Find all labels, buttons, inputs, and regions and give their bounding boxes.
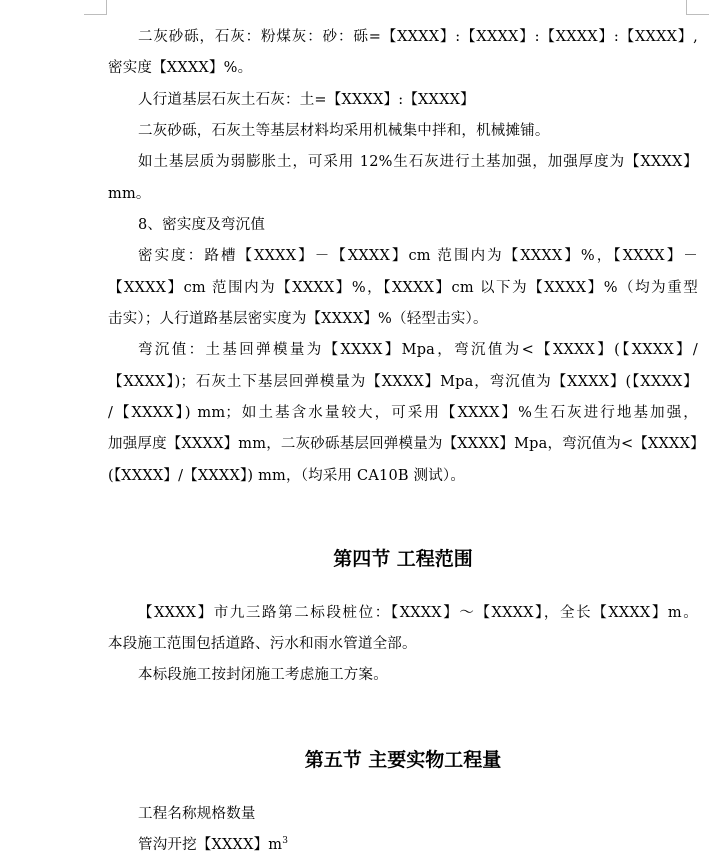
paragraph-line: mm。 bbox=[108, 186, 151, 202]
paragraph-line: (【XXXX】/【XXXX】) mm，（均采用 CA10B 测试）。 bbox=[108, 468, 466, 484]
paragraph-line: 本段施工范围包括道路、污水和雨水管道全部。 bbox=[108, 636, 417, 652]
paragraph-line: 【XXXX】)；石灰土下基层回弹模量为【XXXX】Mpa，弯沉值为【XXXX】(【XXXX】 bbox=[108, 374, 698, 390]
quantity-text: 管沟开挖【XXXX】m bbox=[138, 837, 283, 853]
paragraph-line: 加强厚度【XXXX】mm，二灰砂砾基层回弹模量为【XXXX】Mpa，弯沉值为<【XXXX】 bbox=[108, 436, 705, 452]
section-4-heading: 第四节 工程范围 bbox=[333, 548, 473, 570]
subsection-heading: 8、密实度及弯沉值 bbox=[138, 217, 266, 233]
paragraph-line-with-unit bbox=[138, 835, 698, 855]
page-corner-mark-top-left bbox=[84, 0, 107, 15]
paragraph-line: 【XXXX】cm 范围内为【XXXX】%，【XXXX】cm 以下为【XXXX】%（均为重型 bbox=[108, 280, 698, 296]
paragraph-line: 二灰砂砾，石灰土等基层材料均采用机械集中拌和，机械摊铺。 bbox=[138, 123, 550, 139]
unit-superscript: 3 bbox=[282, 836, 289, 847]
paragraph-line: /【XXXX】) mm；如土基含水量较大，可采用【XXXX】%生石灰进行地基加强， bbox=[108, 405, 698, 421]
paragraph-line: 弯沉值：土基回弹模量为【XXXX】Mpa，弯沉值为<【XXXX】(【XXXX】/ bbox=[138, 342, 698, 358]
paragraph-line: 击实）；人行道路基层密实度为【XXXX】%（轻型击实）。 bbox=[108, 311, 488, 327]
paragraph-line: 如土基层质为弱膨胀土，可采用 12%生石灰进行土基加强，加强厚度为【XXXX】 bbox=[138, 154, 698, 170]
page-corner-mark-top-right bbox=[686, 0, 709, 15]
paragraph-line: 密实度【XXXX】%。 bbox=[108, 60, 253, 76]
paragraph-line: 工程名称规格数量 bbox=[138, 806, 256, 822]
section-5-heading: 第五节 主要实物工程量 bbox=[304, 749, 502, 771]
paragraph-line: 【XXXX】市九三路第二标段桩位：【XXXX】～【XXXX】，全长【XXXX】m。 bbox=[138, 605, 698, 621]
paragraph-line: 本标段施工按封闭施工考虑施工方案。 bbox=[138, 667, 388, 683]
paragraph-line: 人行道基层石灰土石灰：土=【XXXX】:【XXXX】 bbox=[138, 92, 475, 108]
paragraph-line: 密实度：路槽【XXXX】－【XXXX】cm 范围内为【XXXX】%，【XXXX】－ bbox=[138, 248, 698, 264]
paragraph-line: 二灰砂砾，石灰：粉煤灰：砂：砾=【XXXX】:【XXXX】:【XXXX】:【XXXX】, bbox=[138, 29, 698, 45]
